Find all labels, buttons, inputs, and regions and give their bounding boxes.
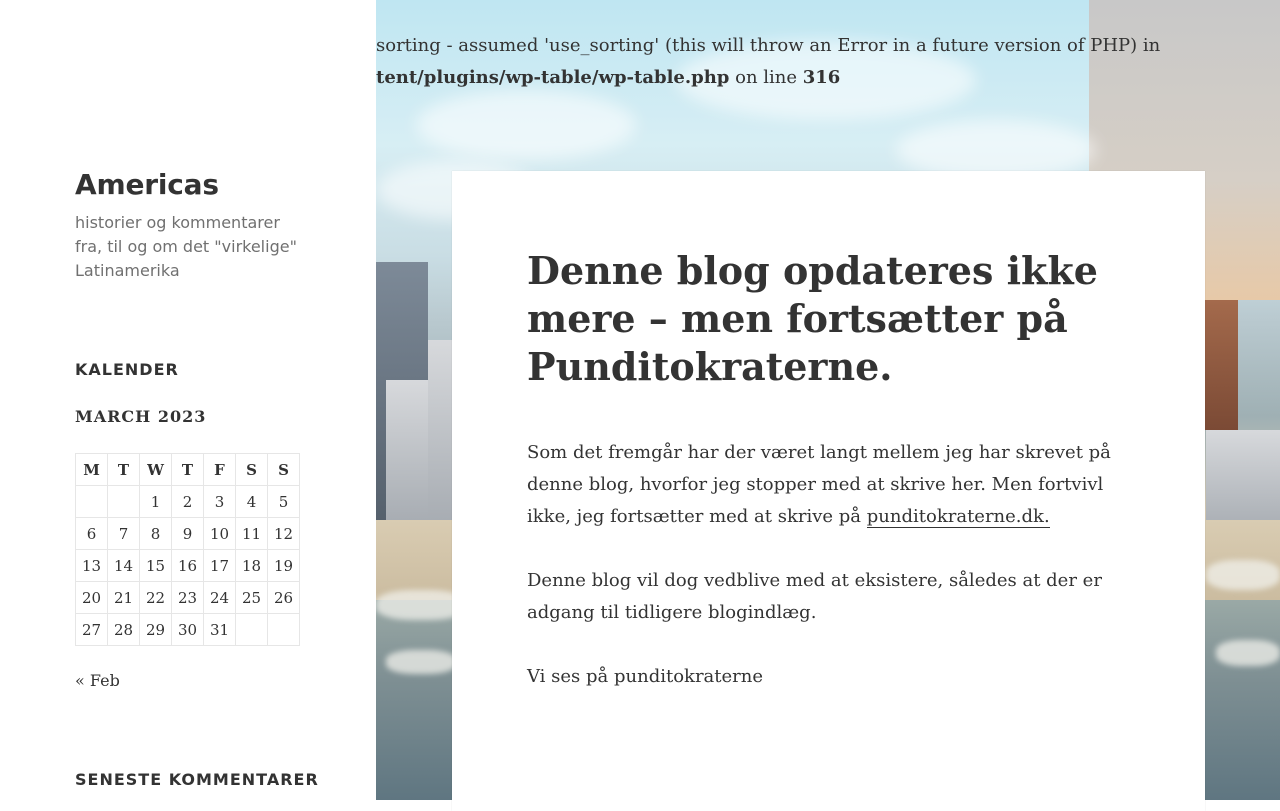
building [428,340,452,520]
weekday-header: F [204,454,236,486]
article-title[interactable]: Denne blog opdateres ikke mere – men fortsætter på Punditokraterne. [527,248,1098,389]
calendar-day: 10 [204,518,236,550]
calendar-day: 19 [268,550,300,582]
calendar-week-row [76,518,300,550]
calendar-day: 29 [140,614,172,646]
php-notice [376,30,1280,94]
calendar-week-row [76,582,300,614]
weekday-header: S [236,454,268,486]
php-notice-on-line: on line [729,67,803,88]
calendar-day: 30 [172,614,204,646]
wave-foam [386,650,456,674]
calendar-day: 6 [76,518,108,550]
calendar-day: 16 [172,550,204,582]
building [1206,430,1280,530]
calendar-week-row [76,614,300,646]
calendar-table [75,453,300,646]
calendar-day: 11 [236,518,268,550]
article-paragraph-1-text: Som det fremgår har der været langt mellem jeg har skrevet på denne blog, hvorfor jeg stopper med at skrive her. Men fortvivl ikke, jeg fortsætter med at skrive på [527,442,1111,527]
sidebar [0,0,376,800]
cloud [416,90,636,160]
calendar-prev-month-link[interactable]: « Feb [75,671,120,690]
article-paragraph-1 [527,437,1137,533]
weekday-header: W [140,454,172,486]
weekday-header: T [108,454,140,486]
calendar-day: 15 [140,550,172,582]
php-notice-line-number: 316 [802,67,841,88]
weekday-header: M [76,454,108,486]
calendar-day: 7 [108,518,140,550]
calendar-day: 20 [76,582,108,614]
wave-foam [1216,640,1280,666]
calendar-day: 2 [172,486,204,518]
calendar-day: 24 [204,582,236,614]
building [1204,300,1238,430]
calendar-day: 23 [172,582,204,614]
calendar-day: 22 [140,582,172,614]
calendar-day: 1 [140,486,172,518]
calendar-day: 28 [108,614,140,646]
site-description: historier og kommentarer fra, til og om det "virkelige" Latinamerika [75,213,297,280]
calendar-day [108,486,140,518]
php-notice-line-2 [376,62,1280,94]
calendar-day [76,486,108,518]
calendar-day: 3 [204,486,236,518]
wave-foam [1206,560,1280,590]
calendar-day: 8 [140,518,172,550]
calendar-day: 25 [236,582,268,614]
calendar-day: 27 [76,614,108,646]
calendar-day: 18 [236,550,268,582]
calendar-day: 4 [236,486,268,518]
calendar-week-row [76,486,300,518]
calendar-day: 12 [268,518,300,550]
article-content [527,437,1137,725]
calendar-day: 26 [268,582,300,614]
calendar-day: 17 [204,550,236,582]
calendar-day: 9 [172,518,204,550]
calendar-widget-title: KALENDER [75,360,179,379]
article-paragraph-3: Vi ses på punditokraterne [527,666,764,687]
weekday-header: T [172,454,204,486]
weekday-header: S [268,454,300,486]
article-card [452,171,1205,811]
site-title[interactable]: Americas [75,168,219,201]
php-notice-path: tent/plugins/wp-table/wp-table.php [376,67,730,88]
punditokraterne-link[interactable]: punditokraterne.dk. [866,506,1050,527]
calendar-day: 13 [76,550,108,582]
calendar-week-row [76,550,300,582]
recent-comments-widget-title: SENESTE KOMMENTARER [75,770,319,789]
calendar-day: 14 [108,550,140,582]
article-paragraph-2: Denne blog vil dog vedblive med at eksistere, således at der er adgang til tidligere blogindlæg. [527,570,1102,623]
calendar-day: 31 [204,614,236,646]
calendar-day: 21 [108,582,140,614]
calendar-day: 5 [268,486,300,518]
php-notice-line-1: sorting - assumed 'use_sorting' (this will throw an Error in a future version of PHP) in [376,35,1161,56]
calendar-weekday-row [76,454,300,486]
calendar-day [268,614,300,646]
calendar-caption: MARCH 2023 [75,407,207,426]
calendar-day [236,614,268,646]
